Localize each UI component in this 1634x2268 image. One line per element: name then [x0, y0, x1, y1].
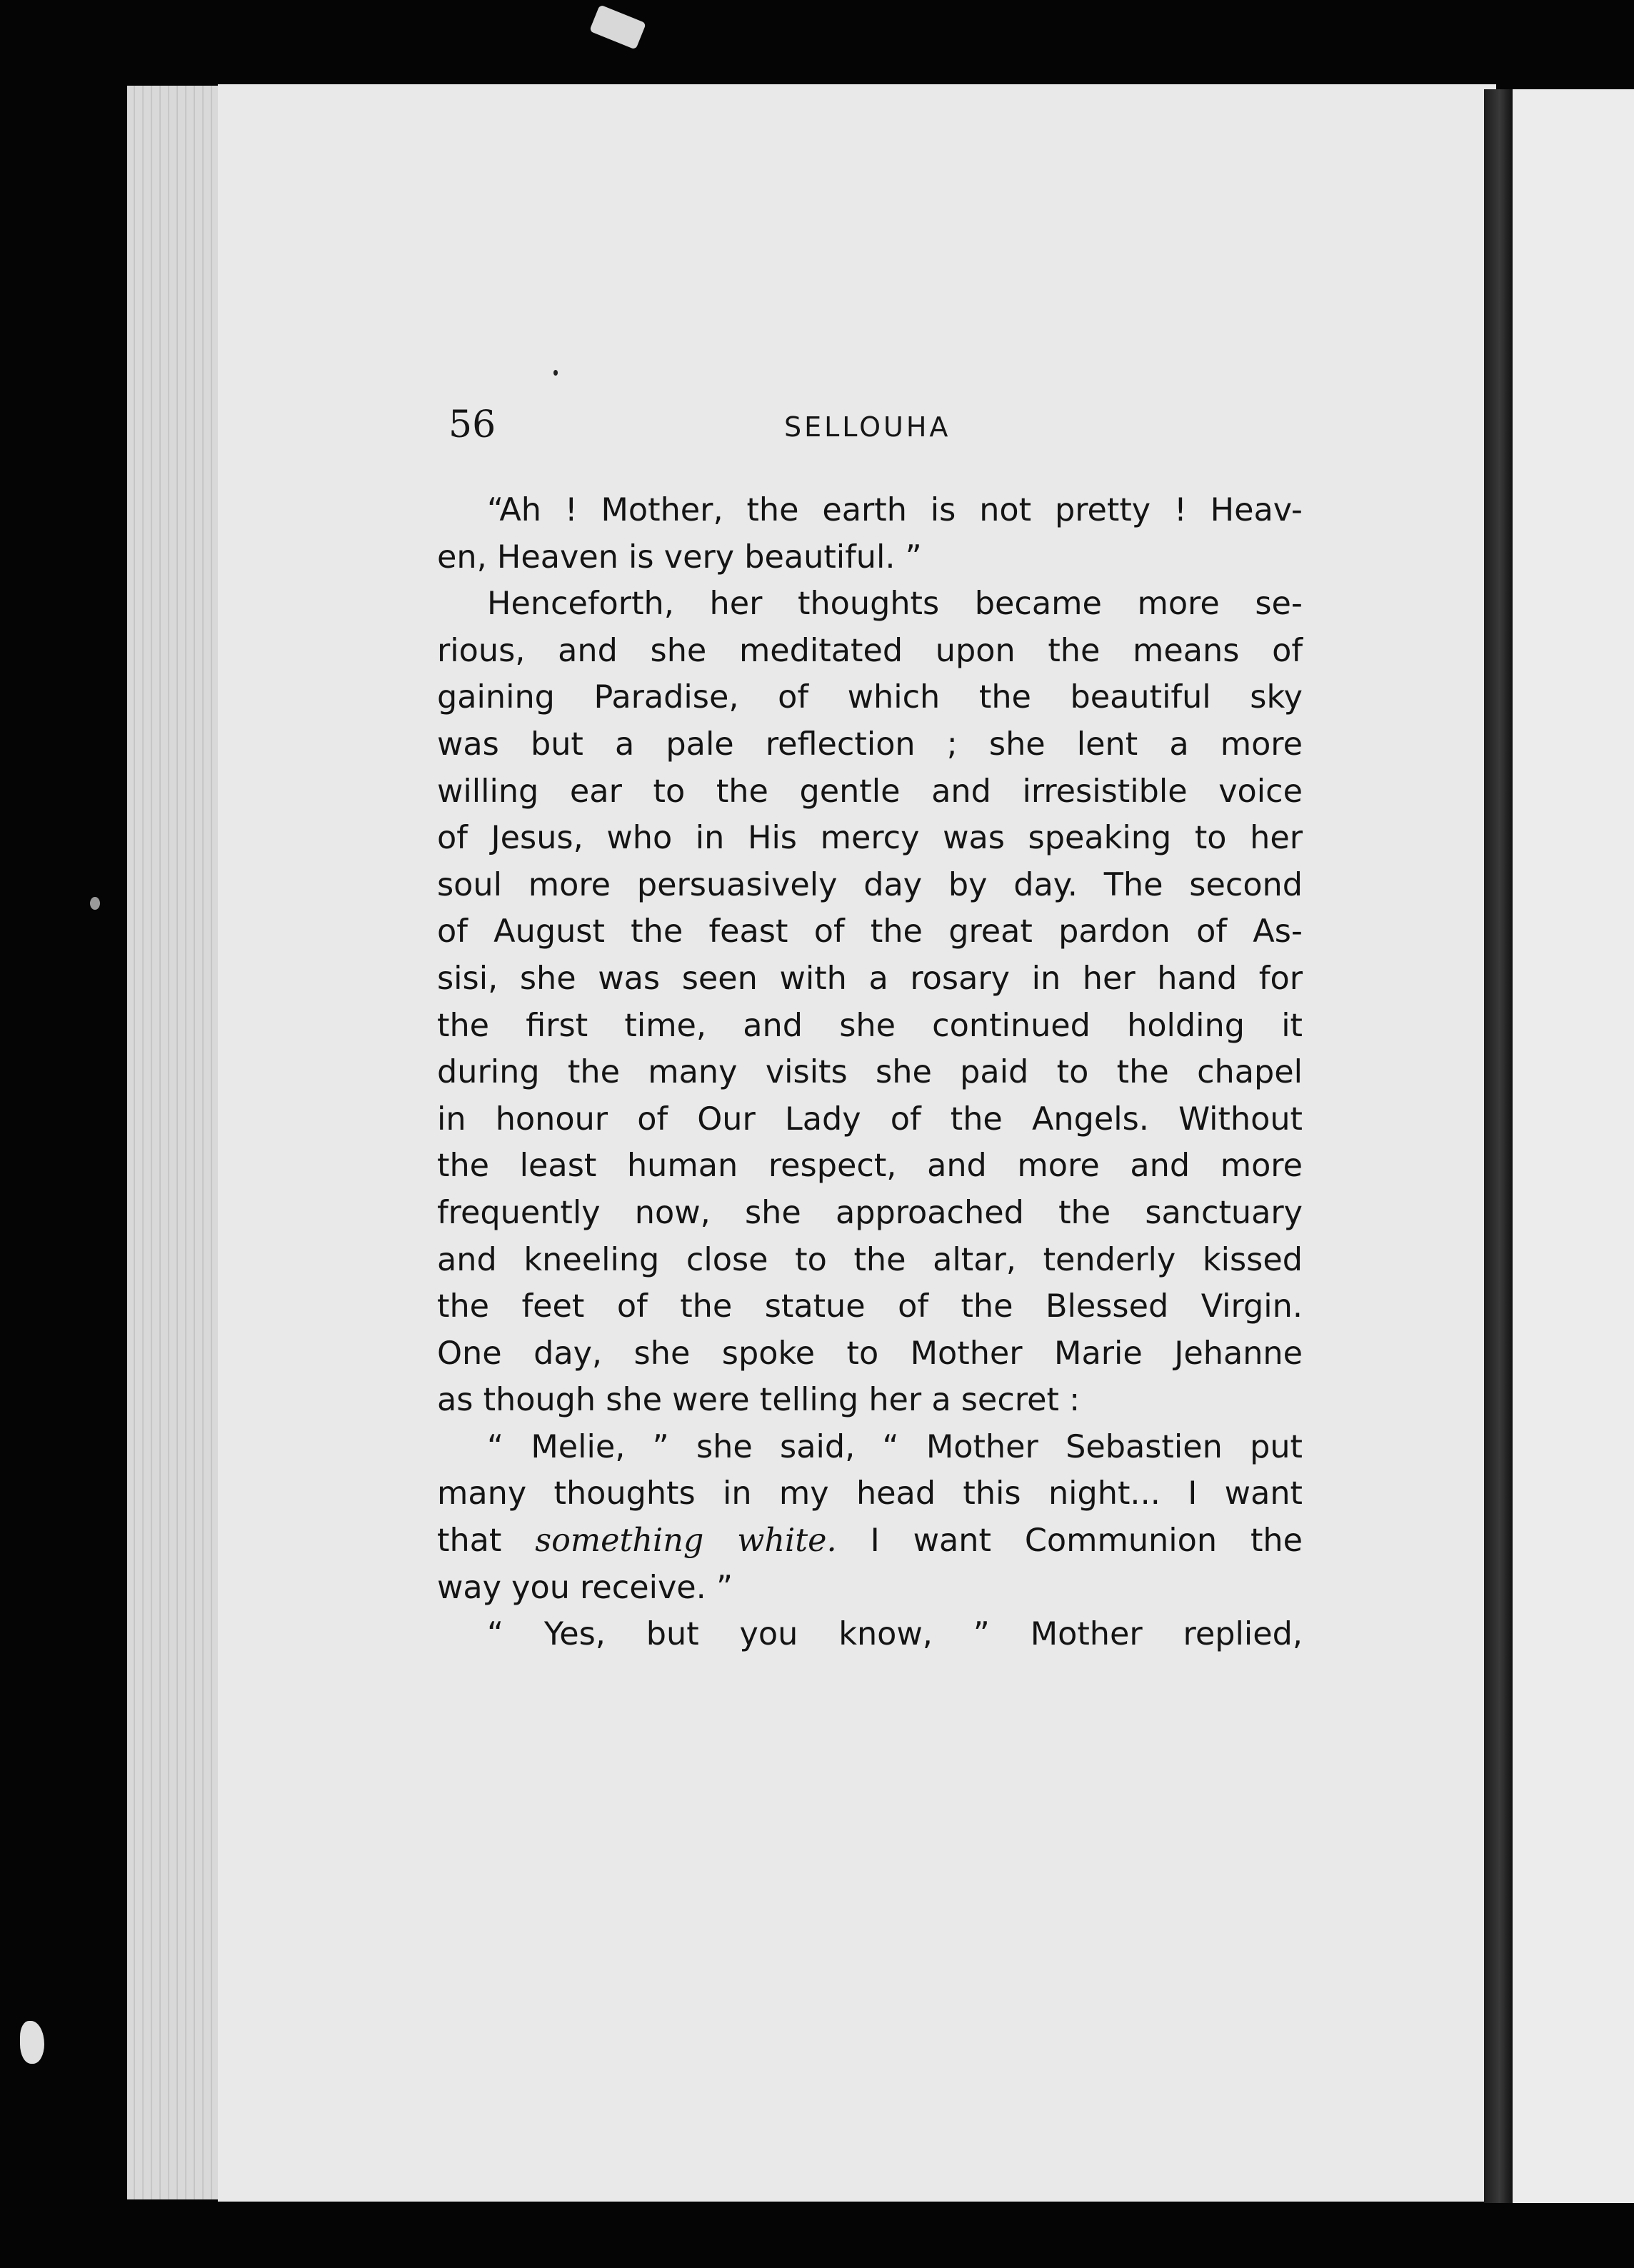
text-line: frequently now, she approached the sanctuary — [437, 1194, 1303, 1231]
text-line: Henceforth, her thoughts became more se- — [487, 586, 1303, 623]
text-line: during the many visits she paid to the chapel — [437, 1054, 1303, 1091]
running-title: SELLOUHA — [784, 411, 951, 443]
text-line: “ Yes, but you know, ” Mother replied, — [487, 1616, 1303, 1653]
text-line: the first time, and she continued holding it — [437, 1007, 1303, 1044]
text-line: soul more persuasively day by day. The second — [437, 866, 1303, 903]
italic-emphasis: something white. — [535, 1522, 837, 1560]
text-line: sisi, she was seen with a rosary in her hand for — [437, 960, 1303, 997]
page-number: 56 — [448, 403, 496, 446]
text-line: way you receive. ” — [437, 1569, 733, 1606]
text-line: of August the feast of the great pardon of As- — [437, 913, 1303, 950]
facing-page-edge — [1513, 89, 1634, 2203]
text-line: as though she were telling her a secret : — [437, 1382, 1081, 1419]
text-line: rious, and she meditated upon the means of — [437, 632, 1303, 669]
text-segment: that — [437, 1522, 536, 1560]
text-line: en, Heaven is very beautiful. ” — [437, 538, 922, 576]
book-gutter — [1484, 89, 1513, 2203]
text-line: the feet of the statue of the Blessed Virgin. — [437, 1288, 1303, 1325]
text-line: willing ear to the gentle and irresistible voice — [437, 773, 1303, 810]
scan-artifact-dot — [90, 897, 100, 910]
text-line: the least human respect, and more and more — [437, 1148, 1303, 1185]
running-head — [448, 400, 1298, 450]
scan-artifact-top — [589, 4, 646, 49]
body-text — [437, 487, 1303, 1658]
text-line: gaining Paradise, of which the beautiful sky — [437, 679, 1303, 716]
text-line: One day, she spoke to Mother Marie Jehanne — [437, 1335, 1303, 1372]
text-line: “Ah ! Mother, the earth is not pretty ! Heav- — [487, 492, 1303, 528]
text-line: was but a pale reflection ; she lent a more — [437, 726, 1303, 763]
text-line: many thoughts in my head this night... I want — [437, 1475, 1303, 1512]
text-line: “ Melie, ” she said, “ Mother Sebastien put — [487, 1428, 1303, 1465]
text-line: in honour of Our Lady of the Angels. Without — [437, 1100, 1303, 1138]
page-edges — [127, 86, 227, 2199]
text-line — [437, 1517, 1303, 1565]
text-line: and kneeling close to the altar, tenderly kissed — [437, 1241, 1303, 1278]
text-segment: I want Communion the — [836, 1522, 1303, 1560]
scan-artifact-left — [20, 2021, 44, 2064]
text-line: of Jesus, who in His mercy was speaking to her — [437, 820, 1303, 857]
